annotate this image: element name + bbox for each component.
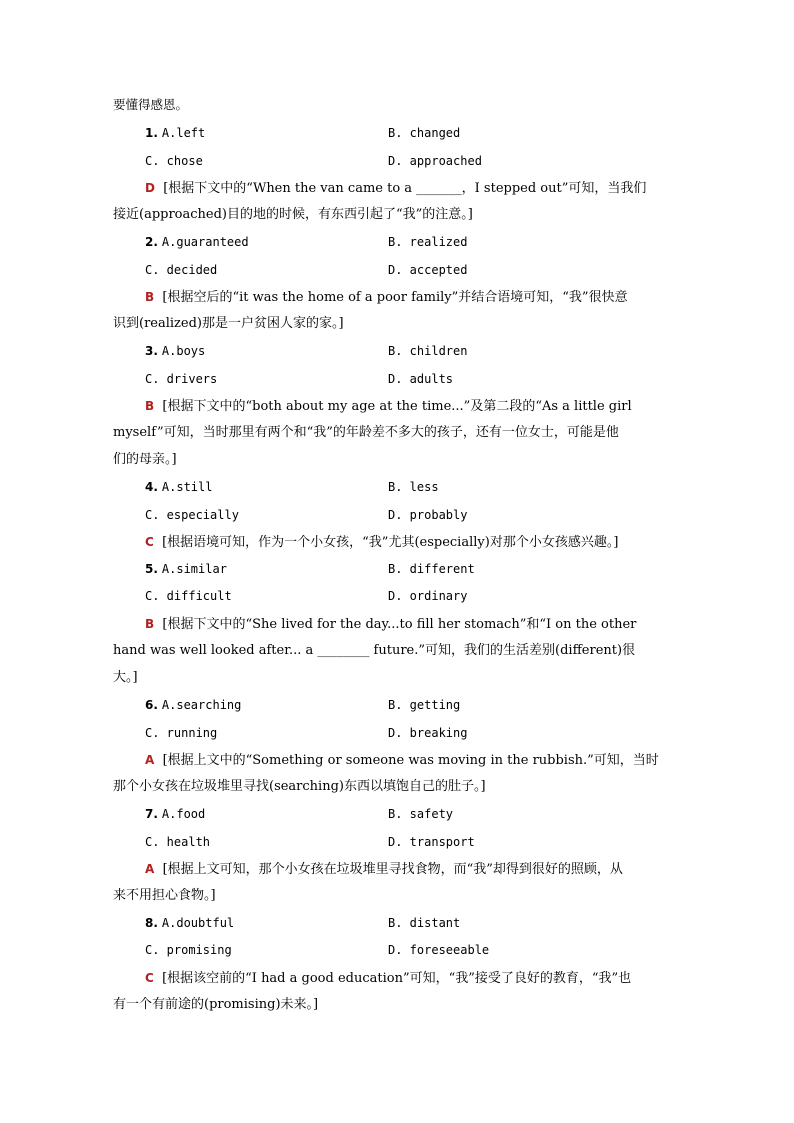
option-a: A.left [161, 126, 206, 140]
question-4-option-b: B. less [388, 480, 439, 494]
answer-line [145, 180, 646, 197]
question-3-option-c: C. drivers [145, 372, 218, 386]
answer-line: A [根据上文可知，那个小女孩在垃圾堆里寻找食物，而“我”却得到很好的照顾，从 [145, 862, 623, 877]
question-4-option-d: D. probably [388, 508, 468, 522]
question-2-option-b: B. realized [388, 235, 468, 249]
answer-letter: D [145, 181, 155, 195]
question-7-option-a: 7. A.food [145, 807, 206, 821]
answer-line: B [根据下文中的“She lived for the day...to fill her stomach”和“I on the other [145, 617, 637, 632]
explanation-line: hand was well looked after... a ________ future.”可知，我们的生活差别(different)很 [113, 643, 636, 658]
question-5-option-a: 5. A.similar [145, 562, 227, 576]
answer-line: B [根据下文中的“both about my age at the time...”及第二段的“As a little girl [145, 399, 632, 414]
question-1-option-c: C. chose [145, 154, 203, 168]
question-4-option-a: 4. A.still [145, 480, 213, 494]
question-8-option-b: B. distant [388, 916, 461, 930]
question-8-option-c: C. promising [145, 943, 232, 957]
question-6-option-c: C. running [145, 726, 218, 740]
explanation-text: [根据下文中的“When the van came to a _______，I stepped out”可知，当我们 [163, 181, 647, 196]
answer-line: A [根据上文中的“Something or someone was moving in the rubbish.”可知，当时 [145, 753, 659, 768]
question-3-option-a: 3. A.boys [145, 344, 206, 358]
question-5-option-b: B. different [388, 562, 475, 576]
explanation-line: 识到(realized)那是一户贫困人家的家。] [113, 316, 344, 331]
explanation-line: 有一个有前途的(promising)未来。] [113, 997, 319, 1012]
question-6-option-a: 6. A.searching [145, 698, 242, 712]
question-2-option-d: D. accepted [388, 263, 468, 277]
answer-line: C [根据语境可知，作为一个小女孩，“我”尤其(especially)对那个小女孩感兴趣。] [145, 535, 619, 550]
explanation-line: 们的母亲。] [113, 452, 177, 467]
explanation-line: myself”可知，当时那里有两个和“我”的年龄差不多大的孩子，还有一位女士，可能是他 [113, 425, 619, 440]
question-8-option-a: 8. A.doubtful [145, 916, 235, 930]
explanation-line: 大。] [113, 670, 138, 685]
explanation-line: 那个小女孩在垃圾堆里寻找(searching)东西以填饱自己的肚子。] [113, 779, 486, 794]
question-8-option-d: D. foreseeable [388, 943, 490, 957]
question-6-option-d: D. breaking [388, 726, 468, 740]
explanation-line: 接近(approached)目的地的时候，有东西引起了“我”的注意。] [113, 207, 473, 222]
answer-line: C [根据该空前的“I had a good education”可知，“我”接受了良好的教育，“我”也 [145, 971, 632, 986]
question-6-option-b: B. getting [388, 698, 461, 712]
question-7-option-c: C. health [145, 835, 211, 849]
question-3-option-b: B. children [388, 344, 468, 358]
question-1-option-a [145, 125, 205, 141]
answer-line: B [根据空后的“it was the home of a poor family”并结合语境可知，“我”很快意 [145, 290, 628, 305]
question-5-option-d: D. ordinary [388, 589, 468, 603]
question-1-option-d: D. approached [388, 154, 482, 168]
question-2-option-a: 2. A.guaranteed [145, 235, 249, 249]
intro-line: 要懂得感恩。 [113, 97, 189, 112]
question-7-option-b: B. safety [388, 807, 454, 821]
question-5-option-c: C. difficult [145, 589, 232, 603]
question-number: 1. [145, 126, 158, 140]
question-3-option-d: D. adults [388, 372, 454, 386]
question-1-option-b: B. changed [388, 126, 461, 140]
question-7-option-d: D. transport [388, 835, 475, 849]
question-4-option-c: C. especially [145, 508, 239, 522]
explanation-line: 来不用担心食物。] [113, 888, 216, 903]
question-2-option-c: C. decided [145, 263, 218, 277]
